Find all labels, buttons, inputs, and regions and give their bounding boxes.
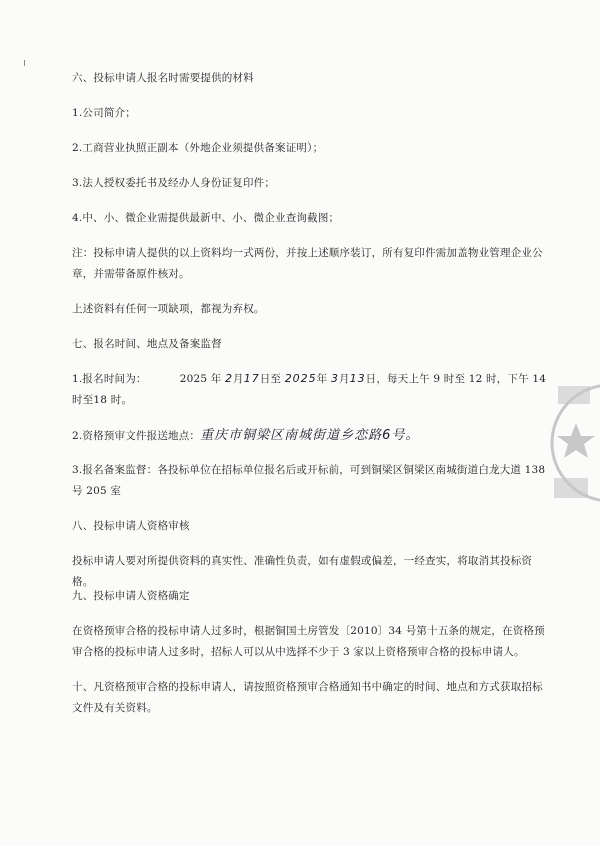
section6-heading: 六、投标申请人报名时需要提供的材料: [72, 72, 254, 84]
company-seal-stamp: [548, 378, 600, 508]
section7-heading: 七、报名时间、地点及备案监督: [72, 338, 222, 350]
time-label: 1.报名时间为：: [72, 373, 147, 385]
section7-supervision: 3.报名备案监督：各投标单位在招标单位报名后或开标前，可到铜梁区铜梁区南城街道白龙大道 138 号 205 室: [72, 464, 546, 497]
section9-heading: 九、投标申请人资格确定: [72, 590, 190, 602]
time-tail: 日，每天上午 9 时至 12 时，下午 14 时至18 时。: [72, 373, 547, 406]
section10-body: 十、凡资格预审合格的投标申请人，请按照资格预审合格通知书中确定的时间、地点和方式获取招标文件及有关资料。: [72, 681, 543, 714]
section6-item-4: 4.中、小、微企业需提供最新中、小、微企业查询截图；: [72, 212, 340, 224]
time-month-1: 2: [225, 372, 234, 385]
section7-registration-time: 1.报名时间为： 2025 年 2月17日至 2025年 3月13日，每天上午 9 时至 12 时，下午 14 时至18 时。: [72, 372, 547, 406]
time-year-1: 2025 年: [179, 373, 222, 385]
time-year-2: 2025: [284, 372, 317, 385]
scan-mark: [24, 60, 25, 66]
place-label: 2.资格预审文件报送地点：: [72, 430, 201, 442]
time-month-2: 3: [330, 372, 339, 385]
section8-body: 投标申请人要对所提供资料的真实性、准确性负责，如有虚假或偏差，一经查实，将取消其投标资格。: [72, 555, 533, 588]
star-icon: [557, 423, 595, 458]
seal-text-band-bottom: [554, 478, 588, 498]
time-day-2: 13: [349, 372, 366, 385]
section7-submission-place: [72, 425, 552, 447]
section6-item-2: 2.工商营业执照正副本（外地企业须提供备案证明）；: [72, 142, 324, 154]
section9-body: 在资格预审合格的投标申请人过多时，根据铜国土房管发〔2010〕34 号第十五条的规定，在资格预审合格的投标申请人过多时，招标人可以从中选择不少于 3 家以上资格预审合格的投标申请人。: [72, 625, 545, 658]
place-value: 重庆市铜梁区南城街道乡恋路6号。: [200, 428, 420, 443]
section8-heading: 八、投标申请人资格审核: [72, 520, 190, 532]
section6-item-1: 1.公司简介；: [72, 107, 136, 119]
section6-item-3: 3.法人授权委托书及经办人身份证复印件；: [72, 177, 276, 189]
section6-waiver: 上述资料有任何一项缺项，都视为弃权。: [72, 303, 265, 315]
seal-text-band-top: [558, 386, 590, 404]
section6-note: 注：投标申请人提供的以上资料均一式两份，并按上述顺序装订，所有复印件需加盖物业管理企业公章，并需带备原件核对。: [72, 247, 543, 280]
time-day-1: 17: [243, 372, 260, 385]
